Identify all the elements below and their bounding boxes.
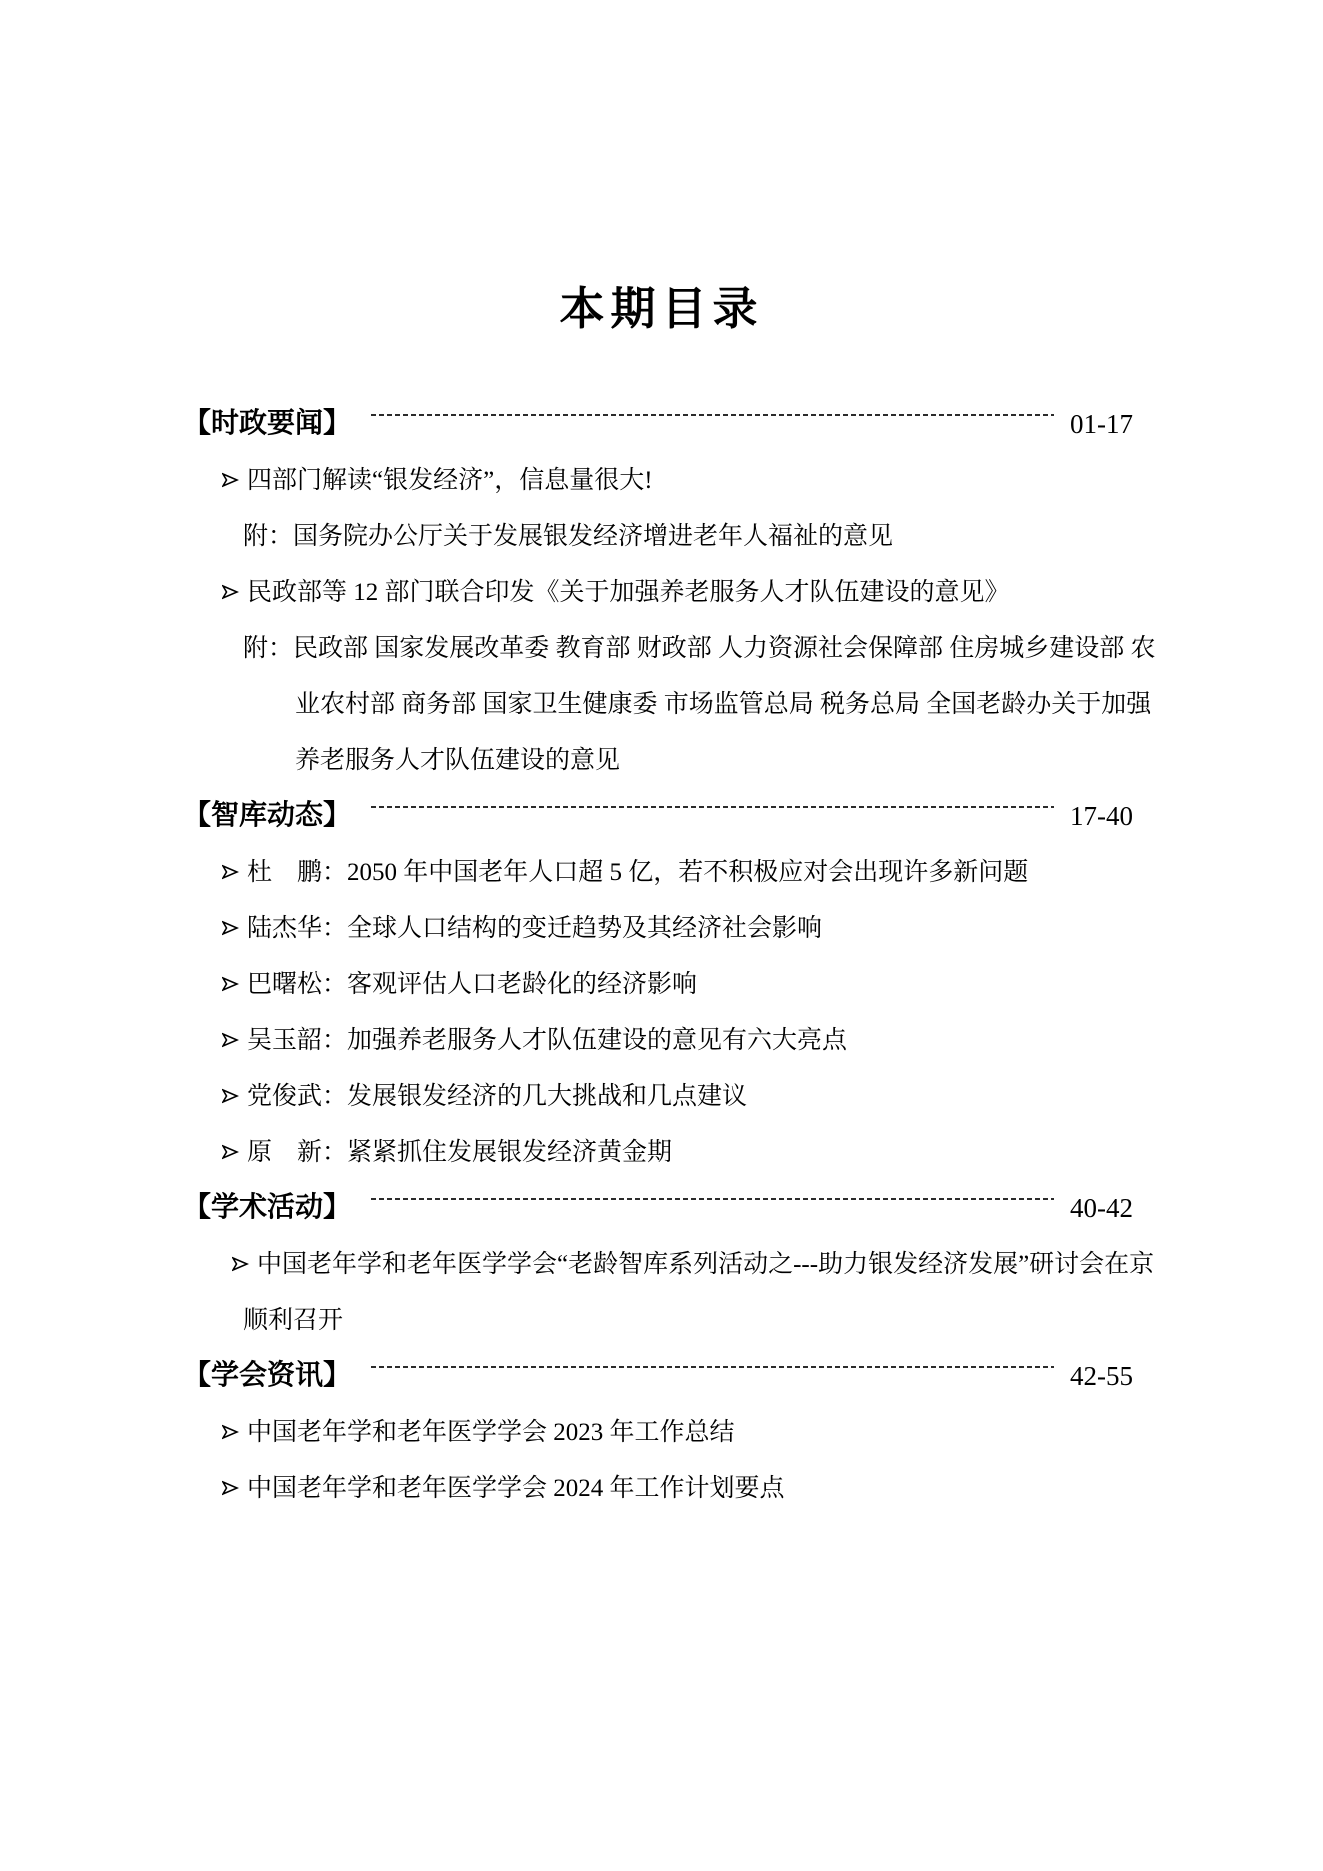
- toc-entry-text: 党俊武：发展银发经济的几大挑战和几点建议: [247, 1082, 748, 1110]
- page-range: 42-55: [1070, 1360, 1133, 1391]
- arrow-bullet-icon: [222, 919, 239, 937]
- arrow-bullet-icon: [222, 1479, 239, 1497]
- section-label: 【智库动态】: [183, 800, 352, 831]
- toc-attachment-line: [0, 508, 1323, 564]
- toc-entry-text: 杜 鹏：2050 年中国老年人口超 5 亿，若不积极应对会出现许多新问题: [247, 858, 1029, 886]
- toc-entry: [0, 844, 1323, 900]
- toc-entry: [0, 1068, 1323, 1124]
- arrow-bullet-icon: [232, 1255, 249, 1273]
- toc-entry: [0, 1404, 1323, 1460]
- toc-entry: [0, 1124, 1323, 1180]
- toc-entry-text: 民政部等 12 部门联合印发《关于加强养老服务人才队伍建设的意见》: [247, 578, 1010, 606]
- arrow-bullet-icon: [222, 1143, 239, 1161]
- dotted-leader: [371, 1198, 1054, 1200]
- toc-entry-text: 吴玉韶：加强养老服务人才队伍建设的意见有六大亮点: [247, 1026, 848, 1054]
- page-range: 40-42: [1070, 1192, 1133, 1223]
- toc-entry: [0, 564, 1323, 620]
- toc-entry: [0, 1236, 1323, 1292]
- toc-section-row: [0, 396, 1323, 452]
- page-range: 17-40: [1070, 800, 1133, 831]
- arrow-bullet-icon: [222, 1423, 239, 1441]
- arrow-bullet-icon: [222, 863, 239, 881]
- toc-attachment-line: [0, 620, 1323, 676]
- toc-entry-text: 中国老年学和老年医学学会“老龄智库系列活动之---助力银发经济发展”研讨会在京: [257, 1250, 1155, 1278]
- toc-entry-text: 附：民政部 国家发展改革委 教育部 财政部 人力资源社会保障部 住房城乡建设部 农: [243, 634, 1156, 662]
- dotted-leader: [371, 414, 1054, 416]
- toc-entry-text: 中国老年学和老年医学学会 2024 年工作计划要点: [247, 1474, 785, 1502]
- toc-section-row: [0, 1348, 1323, 1404]
- toc-continuation-line: [0, 732, 1323, 788]
- toc-entry-text: 陆杰华：全球人口结构的变迁趋势及其经济社会影响: [247, 914, 823, 942]
- table-of-contents: [0, 396, 1323, 1516]
- toc-entry: [0, 452, 1323, 508]
- page-range: 01-17: [1070, 408, 1133, 439]
- section-label: 【时政要闻】: [183, 408, 352, 439]
- dotted-leader: [371, 806, 1054, 808]
- arrow-bullet-icon: [222, 975, 239, 993]
- toc-continuation-line: [0, 676, 1323, 732]
- toc-section-row: [0, 1180, 1323, 1236]
- dotted-leader: [371, 1366, 1054, 1368]
- toc-entry: [0, 1012, 1323, 1068]
- arrow-bullet-icon: [222, 471, 239, 489]
- toc-entry-text: 四部门解读“银发经济”，信息量很大!: [247, 466, 653, 494]
- section-label: 【学术活动】: [183, 1192, 352, 1223]
- toc-entry-text: 养老服务人才队伍建设的意见: [295, 746, 621, 774]
- arrow-bullet-icon: [222, 583, 239, 601]
- page-title: 本期目录: [559, 284, 764, 334]
- section-label: 【学会资讯】: [183, 1360, 352, 1391]
- toc-entry-text: 顺利召开: [243, 1306, 344, 1334]
- arrow-bullet-icon: [222, 1031, 239, 1049]
- toc-entry-text: 业农村部 商务部 国家卫生健康委 市场监管总局 税务总局 全国老龄办关于加强: [295, 690, 1152, 718]
- toc-section-row: [0, 788, 1323, 844]
- toc-continuation-line: [0, 1292, 1323, 1348]
- toc-entry-text: 巴曙松：客观评估人口老龄化的经济影响: [247, 970, 698, 998]
- toc-entry-text: 附：国务院办公厅关于发展银发经济增进老年人福祉的意见: [243, 522, 894, 550]
- toc-entry: [0, 900, 1323, 956]
- toc-entry-text: 原 新：紧紧抓住发展银发经济黄金期: [247, 1138, 673, 1166]
- arrow-bullet-icon: [222, 1087, 239, 1105]
- toc-entry-text: 中国老年学和老年医学学会 2023 年工作总结: [247, 1418, 735, 1446]
- toc-entry: [0, 956, 1323, 1012]
- toc-entry: [0, 1460, 1323, 1516]
